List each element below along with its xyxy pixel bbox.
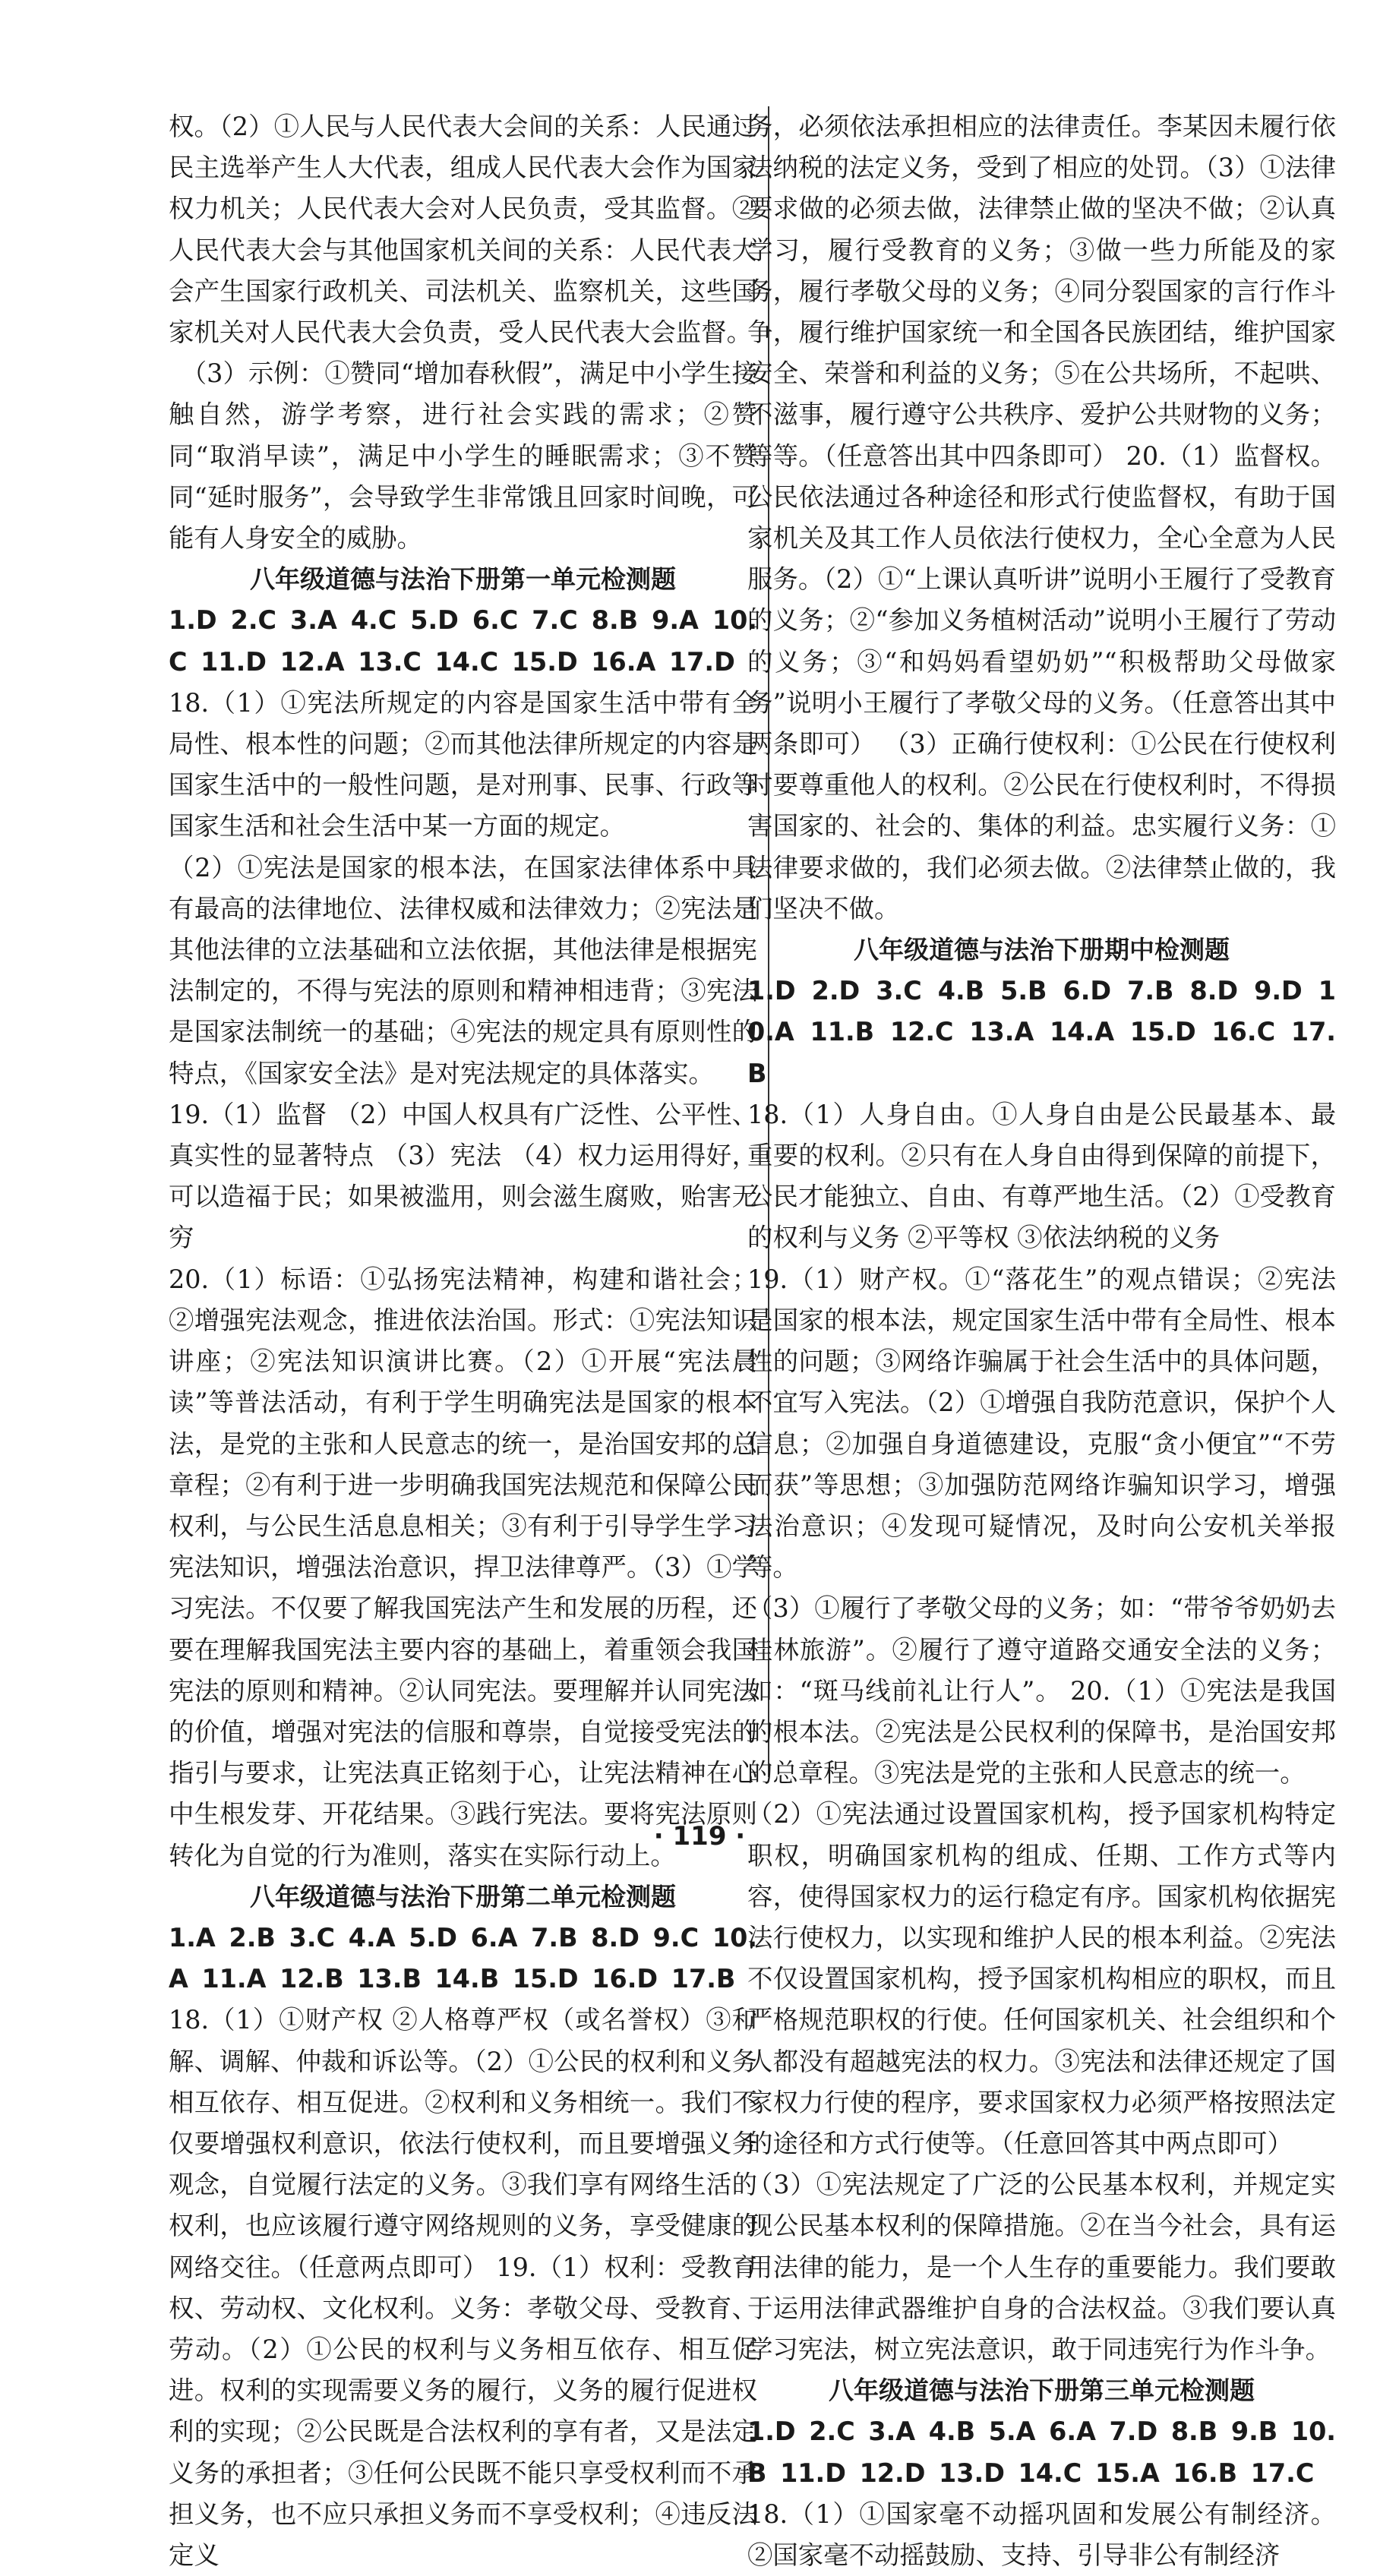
paragraph: （3）①宪法规定了广泛的公民基本权利，并规定实现公民基本权利的保障措施。②在当今社会，具有运用法律的能力，是一个人生存的重要能力。我们要敢于运用法律武器维护自身的合法权益。③我们要认真学习宪法，树立宪法意识，敢于同违宪行为作斗争。 (747, 2170, 1336, 2364)
paragraph: （2）①宪法是国家的根本法，在国家法律体系中具有最高的法律地位、法律权威和法律效力；②宪法是其他法律的立法基础和立法依据，其他法律是根据宪法制定的，不得与宪法的原则和精神相违背；③宪法是国家法制统一的基础；④宪法的规定具有原则性的特点，《国家安全法》是对宪法规定的具体落实。 (169, 852, 757, 1088)
paragraph: （2）①宪法通过设置国家机构，授予国家机构特定职权，明确国家机构的组成、任期、工作方式等内容，使得国家权力的运行稳定有序。国家机构依据宪法行使权力，以实现和维护人民的根本利益。②宪法不仅设置国家机构，授予国家机构相应的职权，而且严格规范职权的行使。任何国家机关、社会组织和个人都没有超越宪法的权力。③宪法和法律还规定了国家权力行使的程序，要求国家权力必须严格按照法定的途径和方式行使等。（任意回答其中两点即可） (747, 1799, 1336, 2158)
section-heading: 八年级道德与法治下册第一单元检测题 (250, 564, 676, 595)
section-heading: 八年级道德与法治下册第二单元检测题 (250, 1881, 676, 1911)
answer-key: 1.A 2.B 3.C 4.A 5.D 6.A 7.B 8.D 9.C 10.A 11.A 12.B 13.B 14.B 15.D 16.D 17.B (169, 1922, 757, 1994)
paragraph: 18.（1）人身自由。①人身自由是公民最基本、最重要的权利。②只有在人身自由得到保障的前提下，公民才能独立、自由、有尊严地生活。（2）①受教育的权利与义务 ②平等权 ③依法纳税的义务 (747, 1099, 1336, 1253)
right-column (747, 106, 1336, 2570)
paragraph: 19.（1）财产权。①“落花生”的观点错误；②宪法是国家的根本法，规定国家生活中带有全局性、根本性的问题；③网络诈骗属于社会生活中的具体问题，不宜写入宪法。（2）①增强自我防范意识，保护个人信息；②加强自身道德建设，克服“贪小便宜”“不劳而获”等思想；③加强防范网络诈骗知识学习，增强法治意识；④发现可疑情况，及时向公安机关举报等。 (747, 1264, 1336, 1583)
answer-key: 1.D 2.C 3.A 4.C 5.D 6.C 7.C 8.B 9.A 10.C 11.D 12.A 13.C 14.C 15.D 16.A 17.D (169, 605, 757, 677)
section-heading: 八年级道德与法治下册期中检测题 (854, 935, 1230, 965)
paragraph: 18.（1）①国家毫不动摇巩固和发展公有制经济。②国家毫不动摇鼓励、支持、引导非公有制经济 (747, 2499, 1336, 2570)
paragraph: （3）①履行了孝敬父母的义务；如：“带爷爷奶奶去桂林旅游”。②履行了遵守道路交通安全法的义务；如：“斑马线前礼让行人”。 20.（1）①宪法是我国的根本法。②宪法是公民权利的保障书，是治国安邦的总章程。③宪法是党的主张和人民意志的统一。 (747, 1593, 1336, 1788)
page-number: · 119 · (653, 1821, 746, 1852)
paragraph: 务，必须依法承担相应的法律责任。李某因未履行依法纳税的法定义务，受到了相应的处罚。（3）①法律要求做的必须去做，法律禁止做的坚决不做；②认真学习，履行受教育的义务；③做一些力所能及的家务，履行孝敬父母的义务；④同分裂国家的言行作斗争，履行维护国家统一和全国各民族团结，维护国家安全、荣誉和利益的义务；⑤在公共场所，不起哄、不滋事，履行遵守公共秩序、爱护公共财物的义务；等等。（任意答出其中四条即可） 20.（1）监督权。公民依法通过各种途径和形式行使监督权，有助于国家机关及其工作人员依法行使权力，全心全意为人民服务。（2）①“上课认真听讲”说明小王履行了受教育的义务；②“参加义务植树活动”说明小王履行了劳动的义务；③“和妈妈看望奶奶”“积极帮助父母做家务”说明小王履行了孝敬父母的义务。（任意答出其中两条即可） （3）正确行使权利：①公民在行使权利时要尊重他人的权利。②公民在行使权利时，不得损害国家的、社会的、集体的利益。忠实履行义务：①法律要求做的，我们必须去做。②法律禁止做的，我们坚决不做。 (747, 112, 1336, 923)
paragraph: 18.（1）①宪法所规定的内容是国家生活中带有全局性、根本性的问题；②而其他法律所规定的内容是国家生活中的一般性问题，是对刑事、民事、行政等国家生活和社会生活中某一方面的规定。 (169, 687, 757, 841)
paragraph: 19.（1）监督 （2）中国人权具有广泛性、公平性、真实性的显著特点 （3）宪法 （4）权力运用得好，可以造福于民；如果被滥用，则会滋生腐败，贻害无穷 (169, 1099, 757, 1253)
paragraph: 20.（1）标语：①弘扬宪法精神，构建和谐社会；②增强宪法观念，推进依法治国。形式：①宪法知识讲座；②宪法知识演讲比赛。（2）①开展“宪法晨读”等普法活动，有利于学生明确宪法是国家的根本法，是党的主张和人民意志的统一，是治国安邦的总章程；②有利于进一步明确我国宪法规范和保障公民权利，与公民生活息息相关；③有利于引导学生学习宪法知识，增强法治意识，捍卫法律尊严。（3）①学习宪法。不仅要了解我国宪法产生和发展的历程，还要在理解我国宪法主要内容的基础上，着重领会我国宪法的原则和精神。②认同宪法。要理解并认同宪法的价值，增强对宪法的信服和尊崇，自觉接受宪法的指引与要求，让宪法真正铭刻于心，让宪法精神在心中生根发芽、开花结果。③践行宪法。要将宪法原则转化为自觉的行为准则，落实在实际行动上。 (169, 1264, 757, 1870)
section-heading: 八年级道德与法治下册第三单元检测题 (829, 2376, 1255, 2406)
answer-key: 1.D 2.D 3.C 4.B 5.B 6.D 7.B 8.D 9.D 10.A 11.B 12.C 13.A 14.A 15.D 16.C 17.B (747, 976, 1336, 1088)
paragraph: （3）示例：①赞同“增加春秋假”，满足中小学生接触自然，游学考察，进行社会实践的需求；②赞同“取消早读”，满足中小学生的睡眠需求；③不赞同“延时服务”，会导致学生非常饿且回家时间晚，可能有人身安全的威胁。 (169, 358, 757, 554)
answer-key: 1.D 2.C 3.A 4.B 5.A 6.A 7.D 8.B 9.B 10.B 11.D 12.D 13.D 14.C 15.A 16.B 17.C (747, 2417, 1336, 2488)
paragraph: 权。（2）①人民与人民代表大会间的关系：人民通过民主选举产生人大代表，组成人民代表大会作为国家权力机关；人民代表大会对人民负责，受其监督。②人民代表大会与其他国家机关间的关系：人民代表大会产生国家行政机关、司法机关、监察机关，这些国家机关对人民代表大会负责，受人民代表大会监督。 (169, 112, 757, 348)
paragraph: 18.（1）①财产权 ②人格尊严权（或名誉权）③和解、调解、仲裁和诉讼等。（2）①公民的权利和义务相互依存、相互促进。②权利和义务相统一。我们不仅要增强权利意识，依法行使权利，而且要增强义务观念，自觉履行法定的义务。③我们享有网络生活的权利，也应该履行遵守网络规则的义务，享受健康的网络交往。（任意两点即可） 19.（1）权利：受教育权、劳动权、文化权利。义务：孝敬父母、受教育、劳动。（2）①公民的权利与义务相互依存、相互促进。权利的实现需要义务的履行，义务的履行促进权利的实现；②公民既是合法权利的享有者，又是法定义务的承担者；③任何公民既不能只享受权利而不承担义务，也不应只承担义务而不享受权利；④违反法定义 (169, 2005, 757, 2570)
